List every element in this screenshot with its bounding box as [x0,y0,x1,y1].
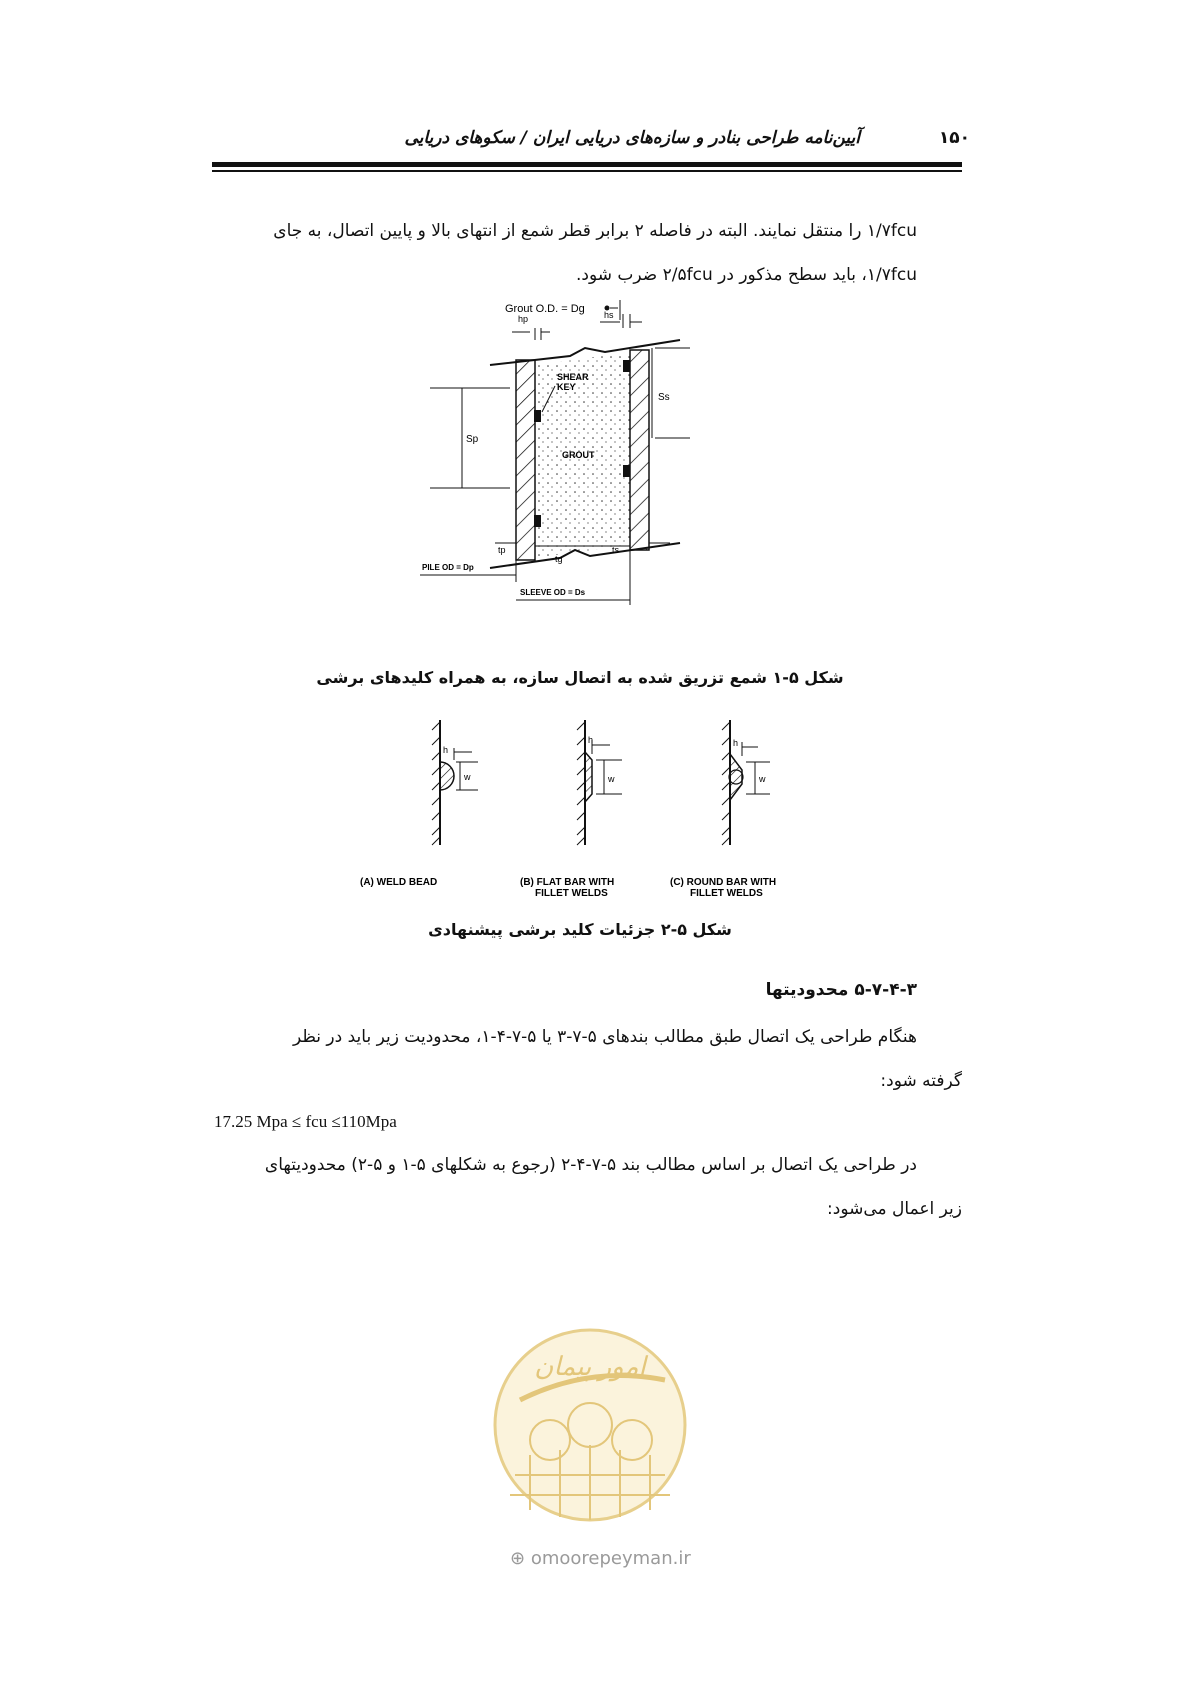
section-para-1-line-2: گرفته شود: [880,1071,962,1091]
watermark-site [510,1548,691,1569]
watermark-logo [490,1325,690,1535]
globe-icon: ⊕ [510,1548,526,1569]
figure-2-caption: شکل ۵-۲ جزئیات کلید برشی پیشنهادی [428,920,732,939]
watermark-logo-text: امور پیمان [534,1351,646,1381]
detail-c-round-bar [722,720,770,845]
watermark-site-text: omoorepeyman.ir [530,1548,691,1569]
label-pile-od: PILE OD = Dp [422,563,474,572]
label-c-h: h [733,738,739,748]
section-para-2-line-2: زیر اعمال می‌شود: [827,1199,962,1219]
label-a-h: h [443,745,449,755]
header-rule-thin [212,170,962,172]
label-sleeve-od: SLEEVE OD = Ds [520,588,586,597]
shear-key-sleeve-2 [623,465,630,477]
label-grout-od: Grout O.D. = Dg [505,303,585,315]
label-sp: Sp [466,434,479,445]
figure-2-shear-key-details [360,720,820,900]
label-detail-c-2: FILLET WELDS [690,888,763,899]
label-detail-b-2: FILLET WELDS [535,888,608,899]
label-detail-a: (A) WELD BEAD [360,877,438,888]
intro-line-1: ۱/۷fcu را منتقل نمایند. البته در فاصله ۲ برابر قطر شمع از انتهای بالا و پایین اتصال، به جای [273,221,917,241]
shear-key-sleeve-1 [623,360,630,372]
label-hs: hs [604,310,614,320]
pile-wall [516,360,535,560]
label-a-w: w [464,772,471,782]
label-b-h: h [588,735,594,745]
page-number: ۱۵۰ [938,128,970,148]
label-grout: GROUT [562,450,595,460]
header-rule-thick [212,162,962,167]
label-hp: hp [518,314,529,324]
label-c-w: w [759,774,766,784]
running-header-title: آیین‌نامه طراحی بنادر و سازه‌های دریایی ایران / سکوهای دریایی [404,128,860,148]
label-shear-key-2: KEY [557,382,576,392]
label-shear-key: SHEAR [557,372,589,382]
figure-1-caption: شکل ۵-۱ شمع تزریق شده به اتصال سازه، به همراه کلیدهای برشی [316,668,844,687]
intro-line-2: ۱/۷fcu، باید سطح مذکور در ۲/۵fcu ضرب شود. [576,265,917,285]
label-ts: ts [612,545,620,555]
label-detail-c-1: (C) ROUND BAR WITH [670,877,777,888]
label-detail-b-1: (B) FLAT BAR WITH [520,877,615,888]
shear-key-pile-1 [534,410,541,422]
sleeve-wall [630,350,649,550]
detail-b-flat-bar [577,720,622,845]
constraint-formula: 17.25 Mpa ≤ fcu ≤110Mpa [214,1112,397,1131]
label-b-w: w [608,774,615,784]
section-heading: ۵-۷-۴-۳ محدودیتها [765,980,917,1000]
label-tp: tp [498,545,506,555]
figure-1-grouted-pile-diagram [420,300,730,640]
detail-a-weld-bead [432,720,478,845]
section-para-2-line-1: در طراحی یک اتصال بر اساس مطالب بند ۵-۷-۴-۲ (رجوع به شکلهای ۵-۱ و ۵-۲) محدودیتهای [264,1155,917,1175]
section-para-1-line-1: هنگام طراحی یک اتصال طبق مطالب بندهای ۵-۷-۳ یا ۵-۷-۴-۱، محدودیت زیر باید در نظر [292,1027,917,1047]
label-tg: tg [555,554,563,564]
shear-key-pile-2 [534,515,541,527]
label-ss: Ss [658,392,670,403]
